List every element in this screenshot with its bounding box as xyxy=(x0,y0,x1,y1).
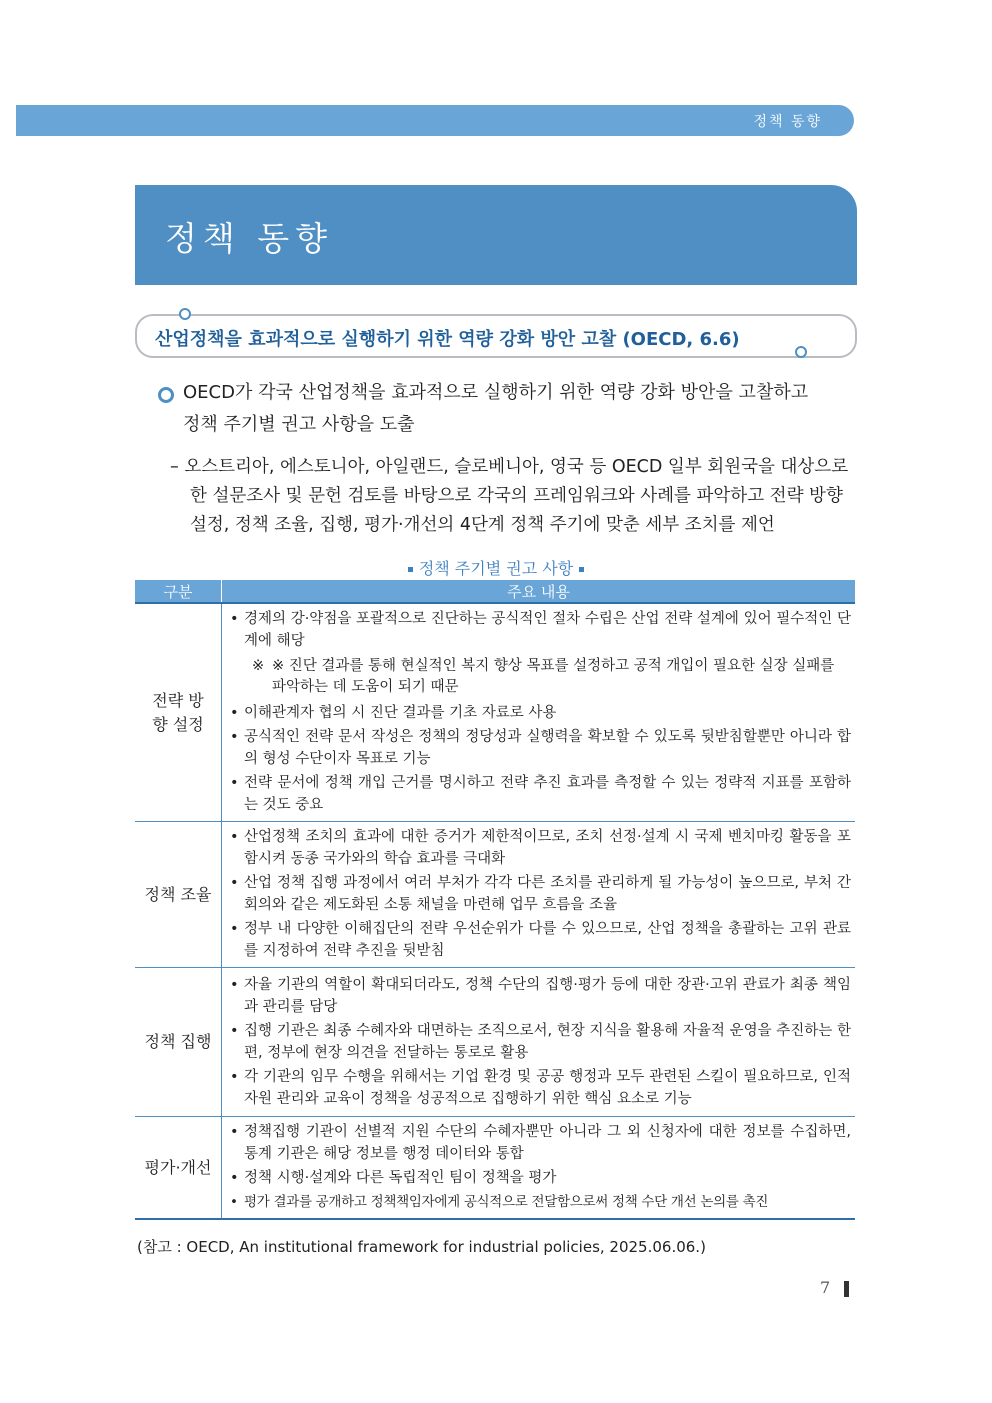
section-header xyxy=(135,185,857,285)
row-content xyxy=(222,822,856,968)
row-content xyxy=(222,968,856,1117)
main-bullet-line-2: 정책 주기별 권고 사항을 도출 xyxy=(183,414,415,435)
row-category: 정책 조율 xyxy=(135,822,222,968)
table-row xyxy=(135,968,855,1117)
main-bullet-line-1: OECD가 각국 산업정책을 효과적으로 실행하기 위한 역량 강화 방안을 고찰하고 xyxy=(183,382,809,403)
row-item: • 집행 기관은 최종 수혜자와 대면하는 조직으로서, 현장 지식을 활용해 자율적 운영을 추진하는 한편, 정부에 현장 의견을 전달하는 통로로 활용 xyxy=(228,1020,851,1064)
row-item: • 전략 문서에 정책 개입 근거를 명시하고 전략 추진 효과를 측정할 수 있는 정략적 지표를 포함하는 것도 중요 xyxy=(228,772,851,816)
caption-right-square-icon xyxy=(579,567,584,572)
title-top-dot-icon xyxy=(179,308,191,320)
title-bottom-dot-icon xyxy=(795,346,807,358)
row-item: • 정부 내 다양한 이해집단의 전략 우선순위가 다를 수 있으므로, 산업 정책을 총괄하는 고위 관료를 지정하여 전략 추진을 뒷받침 xyxy=(228,918,851,962)
dash-item-line-1: – 오스트리아, 에스토니아, 아일랜드, 슬로베니아, 영국 등 OECD 일부 회원국을 대상으로 xyxy=(170,457,849,477)
recommendations-table xyxy=(135,580,855,1220)
row-item: • 이해관계자 협의 시 진단 결과를 기초 자료로 사용 xyxy=(228,702,851,724)
running-header-band xyxy=(16,105,854,136)
section-title: 정책 동향 xyxy=(165,219,334,258)
table-caption-text: 정책 주기별 권고 사항 xyxy=(418,559,574,578)
row-category: 정책 집행 xyxy=(135,968,222,1117)
caption-left-square-icon xyxy=(408,567,413,572)
row-item: • 자율 기관의 역할이 확대되더라도, 정책 수단의 집행·평가 등에 대한 장관·고위 관료가 최종 책임과 관리를 담당 xyxy=(228,974,851,1018)
circle-bullet-icon xyxy=(158,387,174,403)
dash-item-line-3: 설정, 정책 조율, 집행, 평가·개선의 4단계 정책 주기에 맞춘 세부 조치를 제언 xyxy=(190,515,775,535)
header-category: 구분 xyxy=(135,580,222,603)
row-note: ※ ※ 진단 결과를 통해 현실적인 복지 향상 목표를 설정하고 공적 개입이 필요한 실장 실패를 파악하는 데 도움이 되기 때문 xyxy=(252,658,835,695)
row-item: • 정책집행 기관이 선별적 지원 수단의 수혜자뿐만 아니라 그 외 신청자에 대한 정보를 수집하면, 통계 기관은 해당 정보를 행정 데이터와 통합 xyxy=(228,1121,851,1165)
header-content: 주요 내용 xyxy=(222,580,856,603)
row-item: • 경제의 강·약점을 포괄적으로 진단하는 공식적인 절차 수립은 산업 전략 설계에 있어 필수적인 단계에 해당 xyxy=(228,608,851,652)
reference-note: (참고 : OECD, An institutional framework for industrial policies, 2025.06.06.) xyxy=(137,1238,706,1256)
page-number: 7 xyxy=(820,1278,831,1297)
row-item: • 공식적인 전략 문서 작성은 정책의 정당성과 실행력을 확보할 수 있도록 뒷받침할뿐만 아니라 합의 형성 수단이자 목표로 기능 xyxy=(228,726,851,770)
running-header-text: 정책 동향 xyxy=(753,114,822,130)
row-category: 전략 방향 설정 xyxy=(135,603,222,822)
article-title-box xyxy=(135,314,857,358)
page-number-bar xyxy=(844,1281,849,1297)
table-row xyxy=(135,1117,855,1220)
row-item: • 산업정책 조치의 효과에 대한 증거가 제한적이므로, 조치 선정·설계 시 국제 벤치마킹 활동을 포함시켜 동종 국가와의 학습 효과를 극대화 xyxy=(228,826,851,870)
row-content xyxy=(222,1117,856,1220)
table-row xyxy=(135,603,855,822)
table-row xyxy=(135,822,855,968)
row-item: • 평가 결과를 공개하고 정책책임자에게 공식적으로 전달함으로써 정책 수단 개선 논의를 촉진 xyxy=(228,1191,851,1213)
row-item: • 산업 정책 집행 과정에서 여러 부처가 각각 다른 조치를 관리하게 될 가능성이 높으므로, 부처 간 회의와 같은 제도화된 소통 채널을 마련해 업무 흐름을 조율 xyxy=(228,872,851,916)
table-caption xyxy=(0,556,992,579)
dash-item-line-2: 한 설문조사 및 문헌 검토를 바탕으로 각국의 프레임워크와 사례를 파악하고 전략 방향 xyxy=(190,486,843,506)
row-category: 평가·개선 xyxy=(135,1117,222,1220)
row-item: • 각 기관의 임무 수행을 위해서는 기업 환경 및 공공 행정과 모두 관련된 스킬이 필요하므로, 인적 자원 관리와 교육이 정책을 성공적으로 집행하기 위한 핵심 요소로 기능 xyxy=(228,1066,851,1110)
article-title: 산업정책을 효과적으로 실행하기 위한 역량 강화 방안 고찰 (OECD, 6.6) xyxy=(155,329,740,350)
row-content xyxy=(222,603,856,822)
row-item: • 정책 시행·설계와 다른 독립적인 팀이 정책을 평가 xyxy=(228,1167,851,1189)
